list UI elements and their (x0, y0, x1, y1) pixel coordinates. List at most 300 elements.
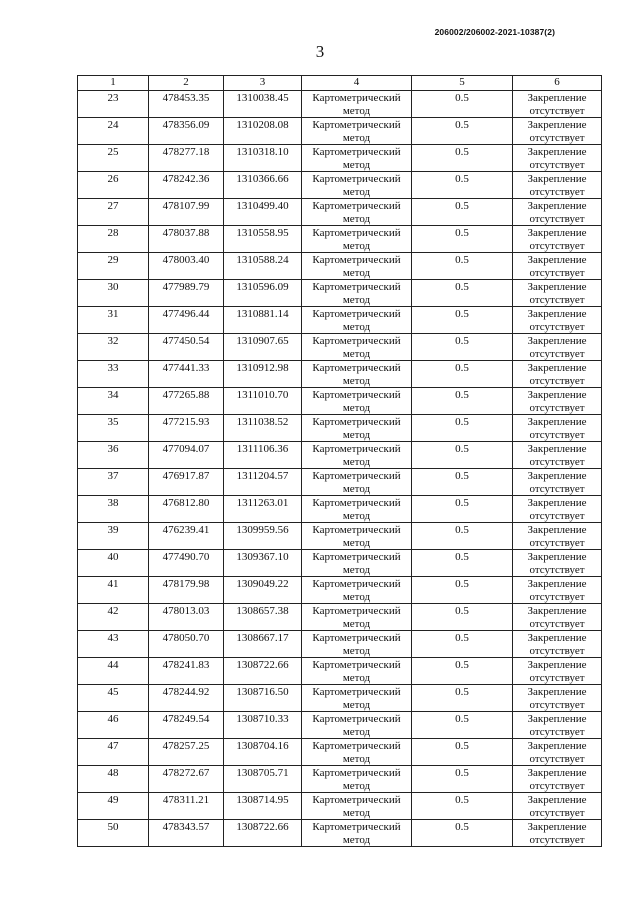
accuracy-cell: 0.5 (412, 415, 513, 442)
fixing-cell-line: Закрепление (527, 308, 587, 320)
method-cell (302, 145, 412, 172)
method-cell-line: Картометрический (312, 443, 401, 455)
coord-y-cell: 1311263.01 (224, 496, 302, 523)
table-row (78, 766, 602, 793)
fixing-cell (513, 199, 602, 226)
fixing-cell-line: отсутствует (529, 293, 585, 306)
method-cell-line: Картометрический (312, 605, 401, 617)
method-cell (302, 388, 412, 415)
coord-y-cell: 1310907.65 (224, 334, 302, 361)
accuracy-cell: 0.5 (412, 820, 513, 847)
coord-y-cell: 1308705.71 (224, 766, 302, 793)
accuracy-cell: 0.5 (412, 523, 513, 550)
table-header-row (78, 76, 602, 91)
method-cell-line: Картометрический (312, 713, 401, 725)
coord-y-cell: 1311010.70 (224, 388, 302, 415)
method-cell-line: Картометрический (312, 335, 401, 347)
fixing-cell-line: Закрепление (527, 389, 587, 401)
accuracy-cell: 0.5 (412, 361, 513, 388)
column-header: 3 (224, 76, 302, 91)
method-cell-line: метод (342, 671, 371, 684)
fixing-cell (513, 145, 602, 172)
point-number-cell: 43 (78, 631, 149, 658)
fixing-cell-line: Закрепление (527, 92, 587, 104)
coord-y-cell: 1308667.17 (224, 631, 302, 658)
fixing-cell-line: отсутствует (529, 104, 585, 117)
method-cell-line: метод (342, 590, 371, 603)
fixing-cell (513, 172, 602, 199)
method-cell-line: Картометрический (312, 362, 401, 374)
point-number-cell: 26 (78, 172, 149, 199)
table-row (78, 172, 602, 199)
fixing-cell (513, 280, 602, 307)
column-header: 1 (78, 76, 149, 91)
method-cell-line: Картометрический (312, 578, 401, 590)
method-cell-line: Картометрический (312, 200, 401, 212)
fixing-cell-line: Закрепление (527, 146, 587, 158)
fixing-cell-line: Закрепление (527, 794, 587, 806)
fixing-cell-line: Закрепление (527, 416, 587, 428)
coord-x-cell: 478257.25 (149, 739, 224, 766)
point-number-cell: 47 (78, 739, 149, 766)
point-number-cell: 24 (78, 118, 149, 145)
accuracy-cell: 0.5 (412, 604, 513, 631)
fixing-cell-line: Закрепление (527, 200, 587, 212)
coord-x-cell: 478453.35 (149, 91, 224, 118)
fixing-cell (513, 658, 602, 685)
point-number-cell: 48 (78, 766, 149, 793)
accuracy-cell: 0.5 (412, 793, 513, 820)
method-cell-line: Картометрический (312, 524, 401, 536)
method-cell-line: метод (342, 158, 371, 171)
coord-y-cell: 1310912.98 (224, 361, 302, 388)
fixing-cell-line: Закрепление (527, 470, 587, 482)
table-row (78, 712, 602, 739)
table-row (78, 442, 602, 469)
accuracy-cell: 0.5 (412, 199, 513, 226)
point-number-cell: 27 (78, 199, 149, 226)
coord-x-cell: 477094.07 (149, 442, 224, 469)
point-number-cell: 44 (78, 658, 149, 685)
page-number: 3 (315, 42, 325, 61)
table-row (78, 496, 602, 523)
method-cell (302, 604, 412, 631)
method-cell (302, 415, 412, 442)
method-cell-line: Картометрический (312, 254, 401, 266)
coord-x-cell: 478277.18 (149, 145, 224, 172)
method-cell-line: метод (342, 374, 371, 387)
table-row (78, 604, 602, 631)
coord-y-cell: 1310596.09 (224, 280, 302, 307)
accuracy-cell: 0.5 (412, 685, 513, 712)
fixing-cell (513, 685, 602, 712)
fixing-cell-line: отсутствует (529, 347, 585, 360)
method-cell-line: метод (342, 401, 371, 414)
fixing-cell-line: Закрепление (527, 497, 587, 509)
fixing-cell-line: Закрепление (527, 578, 587, 590)
fixing-cell (513, 361, 602, 388)
coord-y-cell: 1310588.24 (224, 253, 302, 280)
fixing-cell (513, 91, 602, 118)
accuracy-cell: 0.5 (412, 226, 513, 253)
fixing-cell-line: отсутствует (529, 752, 585, 765)
method-cell (302, 685, 412, 712)
method-cell (302, 523, 412, 550)
method-cell-line: метод (342, 266, 371, 279)
fixing-cell (513, 388, 602, 415)
fixing-cell-line: отсутствует (529, 671, 585, 684)
column-header: 5 (412, 76, 513, 91)
method-cell (302, 118, 412, 145)
coord-x-cell: 477496.44 (149, 307, 224, 334)
method-cell-line: метод (342, 779, 371, 792)
fixing-cell-line: отсутствует (529, 590, 585, 603)
fixing-cell-line: Закрепление (527, 821, 587, 833)
coord-y-cell: 1310558.95 (224, 226, 302, 253)
table-row (78, 280, 602, 307)
method-cell-line: Картометрический (312, 173, 401, 185)
column-header: 2 (149, 76, 224, 91)
coord-y-cell: 1311106.36 (224, 442, 302, 469)
point-number-cell: 39 (78, 523, 149, 550)
coord-x-cell: 478272.67 (149, 766, 224, 793)
coord-x-cell: 478242.36 (149, 172, 224, 199)
fixing-cell-line: Закрепление (527, 659, 587, 671)
fixing-cell-line: Закрепление (527, 524, 587, 536)
coord-x-cell: 476917.87 (149, 469, 224, 496)
method-cell (302, 253, 412, 280)
method-cell-line: Картометрический (312, 632, 401, 644)
point-number-cell: 38 (78, 496, 149, 523)
fixing-cell (513, 793, 602, 820)
accuracy-cell: 0.5 (412, 631, 513, 658)
fixing-cell (513, 631, 602, 658)
fixing-cell-line: отсутствует (529, 212, 585, 225)
accuracy-cell: 0.5 (412, 334, 513, 361)
method-cell (302, 91, 412, 118)
method-cell-line: Картометрический (312, 281, 401, 293)
fixing-cell-line: Закрепление (527, 119, 587, 131)
method-cell-line: метод (342, 455, 371, 468)
fixing-cell (513, 766, 602, 793)
fixing-cell-line: отсутствует (529, 185, 585, 198)
coord-y-cell: 1311204.57 (224, 469, 302, 496)
coord-y-cell: 1310318.10 (224, 145, 302, 172)
method-cell-line: Картометрический (312, 470, 401, 482)
fixing-cell (513, 577, 602, 604)
point-number-cell: 49 (78, 793, 149, 820)
method-cell (302, 334, 412, 361)
coord-x-cell: 478003.40 (149, 253, 224, 280)
fixing-cell-line: отсутствует (529, 536, 585, 549)
fixing-cell-line: отсутствует (529, 644, 585, 657)
method-cell-line: метод (342, 212, 371, 225)
coord-y-cell: 1308722.66 (224, 820, 302, 847)
table-row (78, 577, 602, 604)
method-cell-line: метод (342, 698, 371, 711)
point-number-cell: 37 (78, 469, 149, 496)
table-row (78, 523, 602, 550)
point-number-cell: 29 (78, 253, 149, 280)
table-row (78, 307, 602, 334)
coord-x-cell: 478244.92 (149, 685, 224, 712)
accuracy-cell: 0.5 (412, 496, 513, 523)
fixing-cell-line: отсутствует (529, 131, 585, 144)
fixing-cell-line: Закрепление (527, 227, 587, 239)
coord-y-cell: 1308714.95 (224, 793, 302, 820)
fixing-cell-line: Закрепление (527, 740, 587, 752)
method-cell-line: Картометрический (312, 227, 401, 239)
table-row (78, 631, 602, 658)
method-cell-line: метод (342, 806, 371, 819)
coord-x-cell: 478013.03 (149, 604, 224, 631)
method-cell-line: метод (342, 320, 371, 333)
fixing-cell-line: отсутствует (529, 698, 585, 711)
table-row (78, 361, 602, 388)
point-number-cell: 45 (78, 685, 149, 712)
fixing-cell-line: отсутствует (529, 806, 585, 819)
accuracy-cell: 0.5 (412, 118, 513, 145)
method-cell (302, 172, 412, 199)
coord-x-cell: 478356.09 (149, 118, 224, 145)
table-row (78, 658, 602, 685)
point-number-cell: 28 (78, 226, 149, 253)
column-header: 4 (302, 76, 412, 91)
coord-x-cell: 477989.79 (149, 280, 224, 307)
table-row (78, 550, 602, 577)
coord-x-cell: 477215.93 (149, 415, 224, 442)
fixing-cell (513, 118, 602, 145)
coordinates-table (77, 75, 602, 847)
table-body (78, 91, 602, 847)
coord-y-cell: 1308704.16 (224, 739, 302, 766)
coord-y-cell: 1311038.52 (224, 415, 302, 442)
coord-x-cell: 478050.70 (149, 631, 224, 658)
table-row (78, 469, 602, 496)
coord-y-cell: 1308657.38 (224, 604, 302, 631)
fixing-cell-line: отсутствует (529, 725, 585, 738)
accuracy-cell: 0.5 (412, 469, 513, 496)
coord-y-cell: 1310038.45 (224, 91, 302, 118)
point-number-cell: 25 (78, 145, 149, 172)
point-number-cell: 40 (78, 550, 149, 577)
table-row (78, 388, 602, 415)
coord-x-cell: 476239.41 (149, 523, 224, 550)
point-number-cell: 33 (78, 361, 149, 388)
accuracy-cell: 0.5 (412, 91, 513, 118)
method-cell (302, 361, 412, 388)
accuracy-cell: 0.5 (412, 172, 513, 199)
fixing-cell (513, 496, 602, 523)
coord-y-cell: 1308722.66 (224, 658, 302, 685)
fixing-cell-line: отсутствует (529, 833, 585, 846)
fixing-cell (513, 226, 602, 253)
method-cell (302, 739, 412, 766)
method-cell-line: метод (342, 239, 371, 252)
accuracy-cell: 0.5 (412, 712, 513, 739)
coord-x-cell: 478241.83 (149, 658, 224, 685)
coord-x-cell: 477441.33 (149, 361, 224, 388)
fixing-cell (513, 469, 602, 496)
method-cell-line: метод (342, 482, 371, 495)
method-cell (302, 631, 412, 658)
accuracy-cell: 0.5 (412, 766, 513, 793)
document-id: 206002/206002-2021-10387(2) (434, 27, 555, 37)
fixing-cell-line: отсутствует (529, 401, 585, 414)
fixing-cell-line: отсутствует (529, 482, 585, 495)
fixing-cell-line: Закрепление (527, 443, 587, 455)
coord-y-cell: 1308710.33 (224, 712, 302, 739)
fixing-cell-line: Закрепление (527, 254, 587, 266)
table-row (78, 334, 602, 361)
method-cell-line: метод (342, 725, 371, 738)
fixing-cell (513, 712, 602, 739)
method-cell (302, 469, 412, 496)
method-cell (302, 658, 412, 685)
method-cell-line: метод (342, 347, 371, 360)
accuracy-cell: 0.5 (412, 280, 513, 307)
method-cell (302, 226, 412, 253)
table-row (78, 253, 602, 280)
method-cell-line: Картометрический (312, 119, 401, 131)
method-cell-line: метод (342, 428, 371, 441)
table-row (78, 199, 602, 226)
fixing-cell-line: Закрепление (527, 335, 587, 347)
accuracy-cell: 0.5 (412, 253, 513, 280)
fixing-cell-line: Закрепление (527, 632, 587, 644)
fixing-cell-line: Закрепление (527, 551, 587, 563)
accuracy-cell: 0.5 (412, 739, 513, 766)
method-cell (302, 442, 412, 469)
point-number-cell: 35 (78, 415, 149, 442)
method-cell-line: Картометрический (312, 659, 401, 671)
fixing-cell-line: Закрепление (527, 767, 587, 779)
fixing-cell-line: отсутствует (529, 779, 585, 792)
coord-y-cell: 1310208.08 (224, 118, 302, 145)
fixing-cell-line: Закрепление (527, 173, 587, 185)
coord-y-cell: 1308716.50 (224, 685, 302, 712)
fixing-cell (513, 415, 602, 442)
method-cell-line: Картометрический (312, 92, 401, 104)
coord-x-cell: 478179.98 (149, 577, 224, 604)
method-cell (302, 793, 412, 820)
coord-x-cell: 478107.99 (149, 199, 224, 226)
coord-y-cell: 1310499.40 (224, 199, 302, 226)
method-cell-line: Картометрический (312, 821, 401, 833)
fixing-cell-line: отсутствует (529, 617, 585, 630)
fixing-cell (513, 334, 602, 361)
point-number-cell: 50 (78, 820, 149, 847)
method-cell-line: метод (342, 752, 371, 765)
fixing-cell-line: Закрепление (527, 605, 587, 617)
fixing-cell-line: отсутствует (529, 509, 585, 522)
point-number-cell: 23 (78, 91, 149, 118)
accuracy-cell: 0.5 (412, 658, 513, 685)
method-cell (302, 766, 412, 793)
point-number-cell: 41 (78, 577, 149, 604)
fixing-cell-line: отсутствует (529, 158, 585, 171)
table-row (78, 145, 602, 172)
method-cell (302, 577, 412, 604)
table-row (78, 415, 602, 442)
point-number-cell: 42 (78, 604, 149, 631)
method-cell-line: метод (342, 644, 371, 657)
fixing-cell (513, 442, 602, 469)
coord-y-cell: 1309367.10 (224, 550, 302, 577)
accuracy-cell: 0.5 (412, 550, 513, 577)
accuracy-cell: 0.5 (412, 577, 513, 604)
fixing-cell (513, 604, 602, 631)
fixing-cell-line: Закрепление (527, 713, 587, 725)
fixing-cell-line: отсутствует (529, 563, 585, 576)
point-number-cell: 32 (78, 334, 149, 361)
point-number-cell: 31 (78, 307, 149, 334)
coord-x-cell: 477490.70 (149, 550, 224, 577)
coord-y-cell: 1309959.56 (224, 523, 302, 550)
fixing-cell-line: отсутствует (529, 320, 585, 333)
method-cell-line: Картометрический (312, 740, 401, 752)
method-cell (302, 712, 412, 739)
method-cell (302, 307, 412, 334)
fixing-cell-line: Закрепление (527, 686, 587, 698)
method-cell-line: Картометрический (312, 794, 401, 806)
method-cell (302, 199, 412, 226)
fixing-cell-line: отсутствует (529, 428, 585, 441)
fixing-cell (513, 253, 602, 280)
method-cell-line: Картометрический (312, 497, 401, 509)
point-number-cell: 30 (78, 280, 149, 307)
fixing-cell-line: Закрепление (527, 362, 587, 374)
table-row (78, 685, 602, 712)
fixing-cell-line: отсутствует (529, 455, 585, 468)
fixing-cell (513, 550, 602, 577)
method-cell (302, 280, 412, 307)
method-cell-line: Картометрический (312, 146, 401, 158)
coord-y-cell: 1310366.66 (224, 172, 302, 199)
table-row (78, 739, 602, 766)
method-cell-line: метод (342, 617, 371, 630)
fixing-cell-line: отсутствует (529, 239, 585, 252)
method-cell-line: Картометрический (312, 416, 401, 428)
method-cell-line: Картометрический (312, 767, 401, 779)
coord-x-cell: 478249.54 (149, 712, 224, 739)
point-number-cell: 46 (78, 712, 149, 739)
coord-x-cell: 478037.88 (149, 226, 224, 253)
method-cell-line: метод (342, 104, 371, 117)
method-cell (302, 820, 412, 847)
column-header: 6 (513, 76, 602, 91)
table-row (78, 91, 602, 118)
coord-x-cell: 478343.57 (149, 820, 224, 847)
accuracy-cell: 0.5 (412, 388, 513, 415)
coord-x-cell: 477265.88 (149, 388, 224, 415)
fixing-cell (513, 307, 602, 334)
accuracy-cell: 0.5 (412, 307, 513, 334)
method-cell-line: Картометрический (312, 308, 401, 320)
fixing-cell-line: отсутствует (529, 266, 585, 279)
method-cell-line: метод (342, 536, 371, 549)
method-cell-line: Картометрический (312, 551, 401, 563)
fixing-cell-line: Закрепление (527, 281, 587, 293)
method-cell (302, 496, 412, 523)
coord-x-cell: 477450.54 (149, 334, 224, 361)
coord-y-cell: 1309049.22 (224, 577, 302, 604)
method-cell-line: Картометрический (312, 389, 401, 401)
point-number-cell: 34 (78, 388, 149, 415)
accuracy-cell: 0.5 (412, 442, 513, 469)
fixing-cell-line: отсутствует (529, 374, 585, 387)
method-cell-line: метод (342, 131, 371, 144)
